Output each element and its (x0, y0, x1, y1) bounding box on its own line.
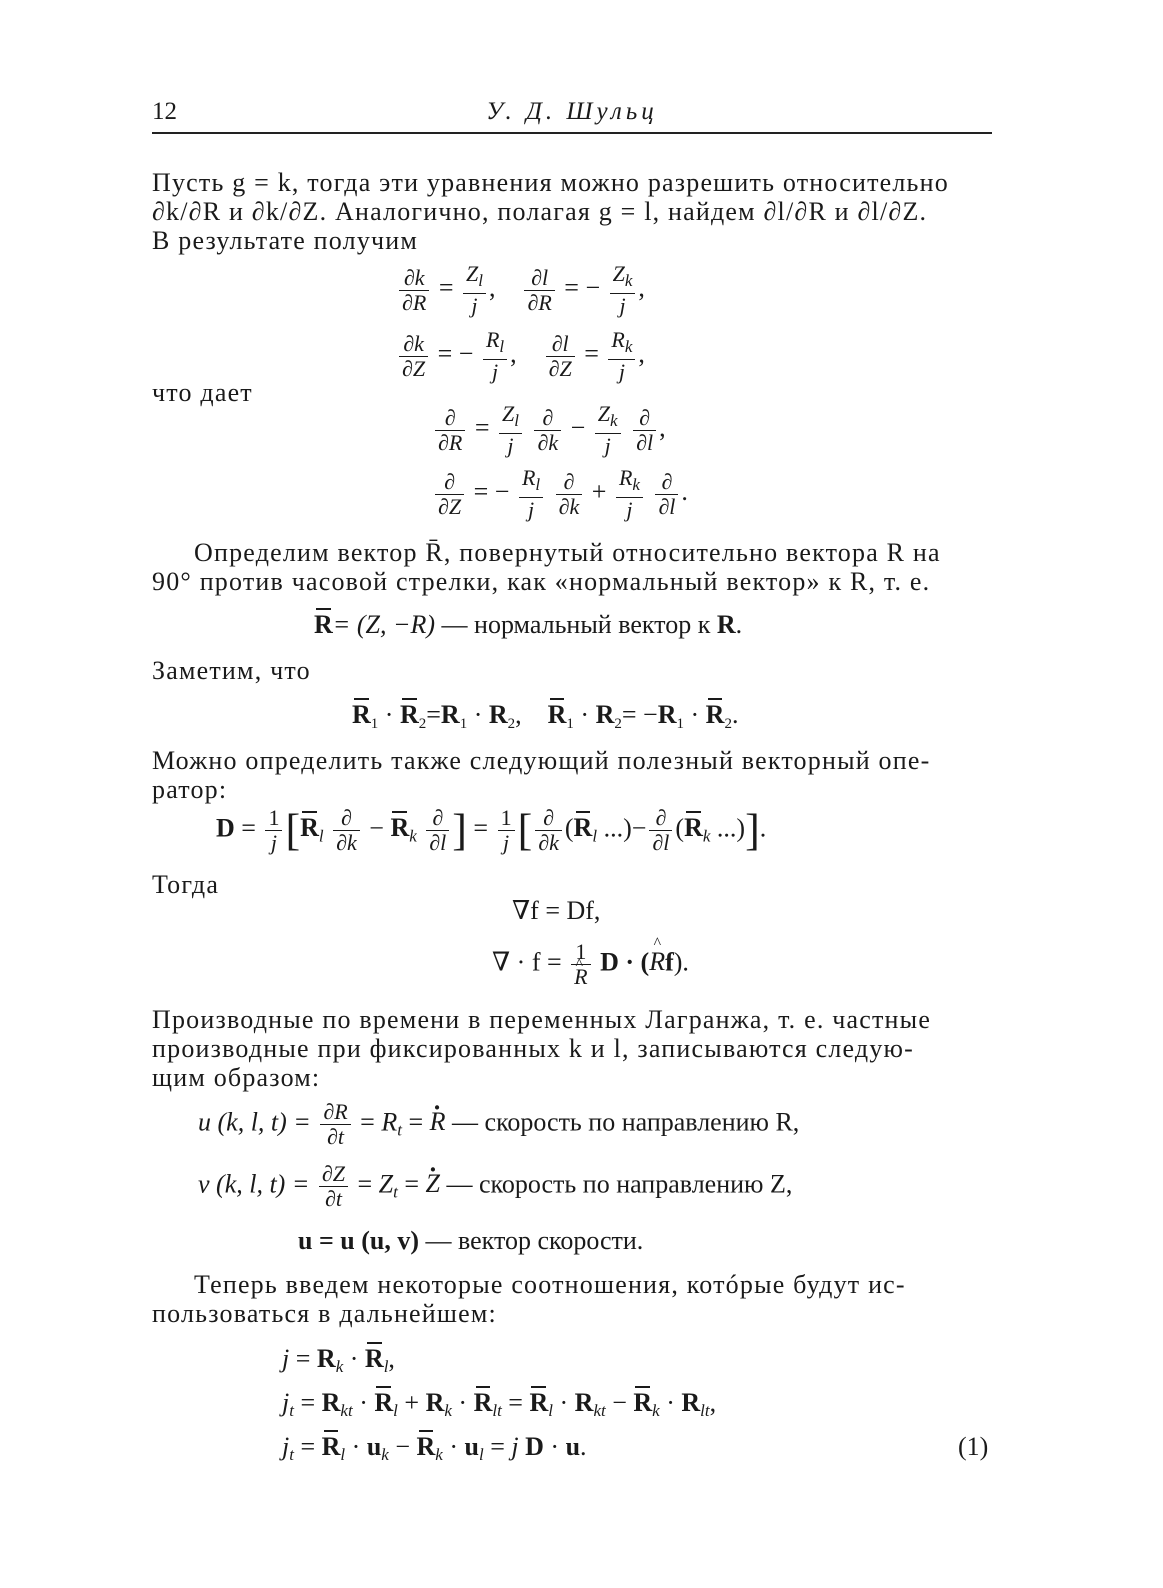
page-number: 12 (152, 98, 177, 125)
paragraph-1 (152, 168, 992, 255)
running-head: У. Д. Шульц (486, 98, 658, 125)
label-chto-daet: что дает (152, 378, 253, 407)
equation-jt-2: $j_t = R_l \cdot u_k - R_k \cdot u_l = j$ D · u. (282, 1432, 587, 1464)
equation-velocity-v: v (k, l, t) = $\frac{\partial Z}{\partial t}$ = $Z_t$ = · Z — скорость по направлению Z, (198, 1162, 792, 1211)
paragraph-line: пользоваться в дальнейшем: (152, 1299, 497, 1328)
equation-gradient: ∇f = Df, (512, 896, 601, 925)
equation-d-dR: $\frac{\partial}{\partial R}$ = $\frac{Z_l}{j}$ $\frac{\partial}{\partial k}$ − $\frac{Z_k}{j}$ $\frac{\partial}{\partial l}$ , (432, 402, 666, 458)
equation-products: R1 · R2=R1 · R2, R1 · R2= −R1 · R2. (352, 700, 739, 732)
paragraph-line: Пусть g = k, тогда эти уравнения можно разрешить относительно (152, 168, 949, 197)
paragraph-line: Производные по времени в переменных Лагранжа, т. е. частные (152, 1005, 932, 1034)
paragraph-line: производные при фиксированных k и l, записываются следую- (152, 1034, 914, 1063)
paragraph-line: Теперь введем некоторые соотношения, котóрые будут ис- (194, 1270, 906, 1299)
paragraph-line: ратор: (152, 775, 228, 804)
paragraph-line: ∂k/∂R и ∂k/∂Z. Аналогично, полагая g = l, найдем ∂l/∂R и ∂l/∂Z. (152, 197, 928, 226)
paragraph-line: щим образом: (152, 1063, 321, 1092)
equation-number: (1) (958, 1432, 989, 1461)
paragraph-5 (152, 1270, 992, 1328)
equation-velocity-vector: u = u (u, v) — вектор скорости. (298, 1226, 644, 1255)
equation-velocity-u: u (k, l, t) = $\frac{\partial R}{\partial t}$ = $R_t$ = · R — скорость по направлению R, (198, 1100, 799, 1149)
paragraph-line: В результате получим (152, 226, 419, 255)
equation-divergence: ∇ · f = 1 ^ R D · (^ Rf). (492, 940, 689, 989)
equation-d-dZ: $\frac{\partial}{\partial Z}$ = − $\frac{R_l}{j}$ $\frac{\partial}{\partial k}$ + $\frac{R_k}{j}$ $\frac{\partial}{\partial l}$ . (432, 466, 688, 522)
paragraph-line: 90° против часовой стрелки, как «нормальный вектор» к R, т. е. (152, 567, 931, 596)
paragraph-line: Определим вектор R̄, повернутый относительно вектора R на (194, 538, 941, 567)
label-togda: Тогда (152, 870, 220, 899)
header-rule (152, 132, 992, 134)
paragraph-line: Можно определить также следующий полезный векторный опе- (152, 746, 931, 775)
equation-j: $j = R_k \cdot R_l$, (282, 1344, 395, 1376)
equation-operator-D: D = $\frac{1}{j}$ [$R_l$ $\frac{\partial}{\partial k}$ − $R_k$ $\frac{\partial}{\partial l}$ ] = $\frac{1}{j}$ [ $\frac{\partial}{\partial k}$ ($R_l$ ...)− $\frac{\partial}{\partial l}$ ($R_k$ ...)]. (216, 805, 767, 855)
paragraph-4 (152, 1005, 992, 1092)
equation-dk-dl-dR: $\frac{\partial k}{\partial R}$ = $\frac{Z_l}{j}$ , $\frac{\partial l}{\partial R}$ = − $\frac{Z_k}{j}$ , (396, 262, 645, 318)
paragraph-2 (152, 538, 992, 596)
equation-normal-vector: R= (Z, −R) — нормальный вектор к R. (314, 610, 743, 639)
paragraph-3 (152, 746, 992, 804)
equation-jt-1: $j_t = R_{kt} \cdot R_l + R_k \cdot R_{lt} = R_l \cdot R_{kt} - R_k \cdot R_{lt}$, (282, 1388, 717, 1420)
equation-dk-dl-dZ: $\frac{\partial k}{\partial Z}$ = − $\frac{R_l}{j}$ , $\frac{\partial l}{\partial Z}$ = $\frac{R_k}{j}$ , (396, 328, 645, 384)
label-zametim: Заметим, что (152, 656, 311, 685)
